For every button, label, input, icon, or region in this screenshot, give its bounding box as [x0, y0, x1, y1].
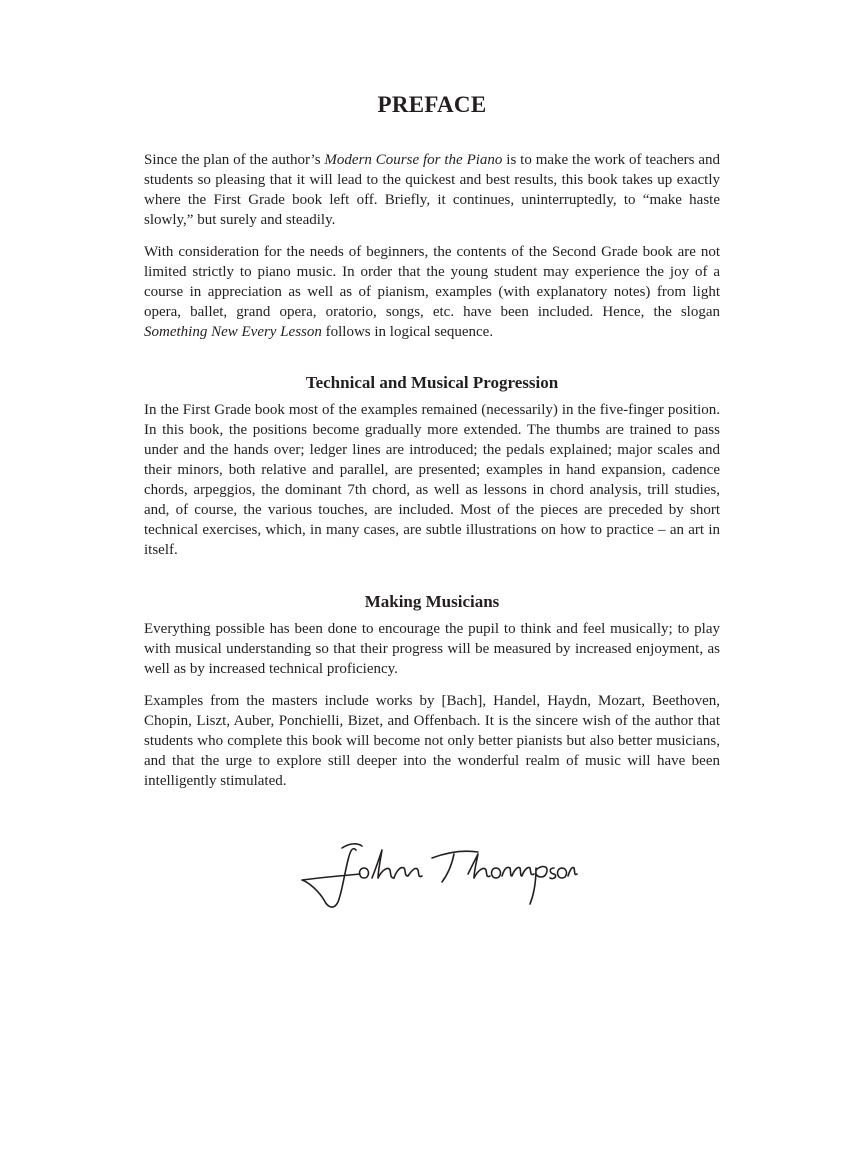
paragraph-text	[144, 242, 720, 342]
paragraph-text-segment: follows in logical sequence.	[321, 324, 494, 340]
section-heading-technical: Technical and Musical Progression	[305, 373, 559, 392]
technical-paragraph	[144, 400, 720, 560]
musicians-paragraph-2	[144, 691, 720, 791]
paragraph-text	[144, 150, 720, 230]
section-heading-musicians: Making Musicians	[364, 592, 500, 611]
paragraph-text: In the First Grade book most of the examples remained (necessarily) in the five-finger position. In this book, the positions become gradually more extended. The thumbs are trained to pass under and the hands over; ledger lines are introduced; the pedals explained; major scales and their minors, both relative and parallel, are presented; examples in hand expansion, cadence chords, arpeggios, the dominant 7th chord, as well as lessons in chord analysis, trill studies, and, of course, the various touches, are included. Most of the pieces are preceded by short technical exercises, which, in many cases, are subtle illustrations on how to practice – an art in itself.	[144, 402, 720, 558]
paragraph-text: Examples from the masters include works by [Bach], Handel, Haydn, Mozart, Beethoven, Chopin, Liszt, Auber, Ponchielli, Bizet, and Offenbach. It is the sincere wish of the author that students who complete this book will become not only better pianists but also better musicians, and that the urge to explore still deeper into the wonderful realm of music will have been intelligently stimulated.	[144, 693, 720, 789]
book-title-italic: Modern Course for the Piano	[324, 152, 503, 168]
page-title: PREFACE	[377, 92, 487, 117]
author-signature	[298, 838, 578, 918]
paragraph-text-segment: With consideration for the needs of beginners, the contents of the Second Grade book are not limited strictly to piano music. In order that the young student may experience the joy of a course in appreciation as well as of pianism, examples (with explanatory notes) from light opera, ballet, grand opera, oratorio, songs, etc. have been included. Hence, the slogan	[144, 244, 720, 320]
paragraph-text-segment: Since the plan of the author’s	[144, 152, 325, 168]
intro-paragraph-1	[144, 150, 720, 230]
slogan-italic: Something New Every Lesson	[144, 324, 322, 340]
paragraph-text-segment: is to make the work of teachers and students so pleasing that it will lead to the quickest and best results, this book takes up exactly where the First Grade book left off. Briefly, it continues, uninterruptedly, to “make haste slowly,” but surely and steadily.	[144, 152, 720, 228]
musicians-paragraph-1	[144, 619, 720, 679]
paragraph-text: Everything possible has been done to encourage the pupil to think and feel musically; to play with musical understanding so that their progress will be measured by increased enjoyment, as well as by increased technical proficiency.	[144, 621, 720, 677]
intro-paragraph-2	[144, 242, 720, 342]
